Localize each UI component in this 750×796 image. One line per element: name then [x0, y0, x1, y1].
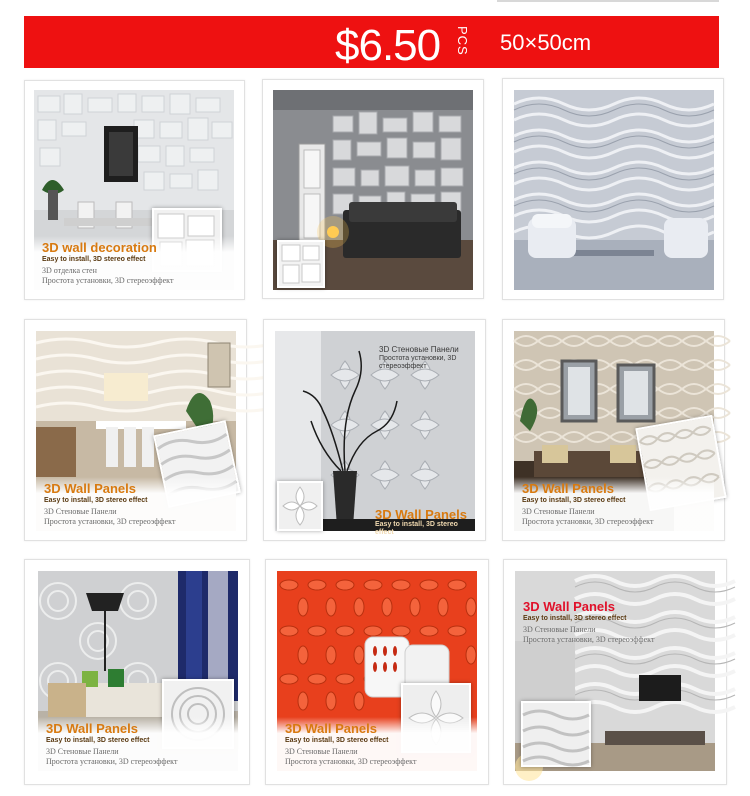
- product-card-5[interactable]: [263, 319, 486, 541]
- caption-subtitle: Easy to install, 3D stereo effect: [285, 737, 389, 744]
- caption-subtitle: Easy to install, 3D stereo effect: [44, 497, 148, 504]
- product-photo-8: [277, 571, 477, 771]
- product-card-8[interactable]: [265, 559, 489, 785]
- caption-title: 3D wall decoration: [42, 240, 157, 255]
- caption-8: [277, 717, 477, 771]
- caption-ru-subtitle: Простота установки, 3D стереоэффект: [522, 517, 654, 526]
- product-card-3[interactable]: [502, 78, 724, 300]
- caption-ru-subtitle: Простота установки, 3D стереоэффект: [285, 757, 417, 766]
- caption-subtitle: Easy to install, 3D stereo effect: [375, 521, 458, 536]
- caption-ru-subtitle: Простота установки, 3D стереоэффект: [42, 276, 174, 285]
- product-card-2[interactable]: [262, 79, 484, 299]
- price-label: $6.50: [335, 21, 441, 70]
- caption-title: 3D Wall Panels: [285, 721, 377, 736]
- caption-ru-title: 3D отделка стен: [42, 266, 97, 275]
- caption-subtitle: Easy to install, 3D stereo effect: [42, 256, 146, 263]
- panel-sample-5: [277, 481, 323, 531]
- caption-ru-title: 3D Стеновые Панели: [44, 507, 117, 516]
- panel-sample-9: [521, 701, 591, 767]
- caption-title: 3D Wall Panels: [375, 507, 467, 522]
- product-photo-2: [273, 90, 473, 290]
- product-card-9[interactable]: [503, 559, 727, 785]
- caption-subtitle: Easy to install, 3D stereo effect: [523, 615, 627, 622]
- product-photo-9: [515, 571, 715, 771]
- caption-ru-subtitle: Простота установки, 3D стереоэффект: [46, 757, 178, 766]
- product-photo-7: [38, 571, 238, 771]
- caption-1: [34, 236, 234, 290]
- caption-6: [514, 477, 714, 531]
- product-photo-1: [34, 90, 234, 290]
- top-divider: [497, 0, 719, 2]
- product-card-7[interactable]: [24, 559, 250, 785]
- product-photo-3: [514, 90, 714, 290]
- caption-ru-title: 3D Стеновые Панели: [285, 747, 358, 756]
- price-banner: [24, 16, 719, 68]
- caption-4: [36, 477, 236, 531]
- caption-ru-subtitle: Простота установки, 3D стереоэффект: [44, 517, 176, 526]
- caption-subtitle: Easy to install, 3D stereo effect: [46, 737, 150, 744]
- caption-ru-title: 3D Стеновые Панели: [523, 625, 596, 634]
- size-label: 50×50cm: [500, 30, 592, 55]
- caption-ru-title: 3D Стеновые Панели: [522, 507, 595, 516]
- caption-title: 3D Wall Panels: [46, 721, 138, 736]
- caption-7: [38, 717, 238, 771]
- overlay-ru-subtitle: Простота установки, 3D стереоэффект: [379, 355, 457, 370]
- product-photo-5: [275, 331, 475, 536]
- unit-label: PCS: [455, 26, 470, 56]
- caption-title: 3D Wall Panels: [523, 599, 615, 614]
- product-photo-4: [36, 331, 236, 531]
- caption-subtitle: Easy to install, 3D stereo effect: [522, 497, 626, 504]
- caption-ru-title: 3D Стеновые Панели: [46, 747, 119, 756]
- product-photo-6: [514, 331, 714, 531]
- overlay-ru-title: 3D Стеновые Панели: [379, 345, 459, 354]
- panel-sample-2: [277, 240, 325, 288]
- caption-title: 3D Wall Panels: [522, 481, 614, 496]
- caption-title: 3D Wall Panels: [44, 481, 136, 496]
- product-card-4[interactable]: [24, 319, 247, 541]
- product-card-6[interactable]: [502, 319, 725, 541]
- product-card-1[interactable]: [24, 80, 245, 300]
- caption-ru-subtitle: Простота установки, 3D стереоэффект: [523, 635, 655, 644]
